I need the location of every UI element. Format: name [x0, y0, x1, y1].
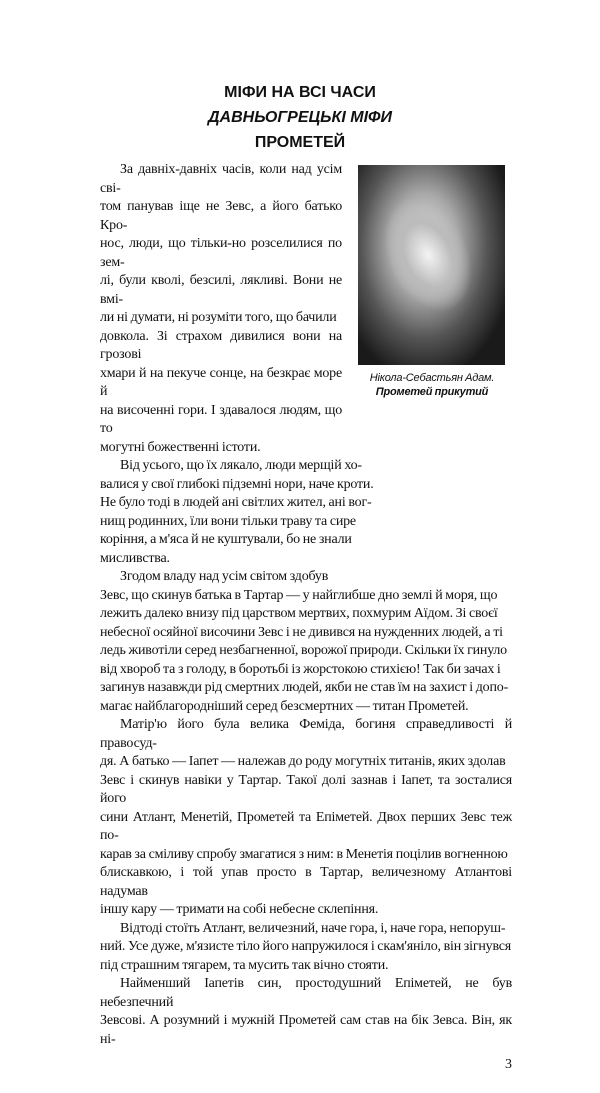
text-line: Зевсові. А розумний і мужній Прометей сам став на бік Зевса. Він, як ні- [100, 1013, 512, 1047]
text-line: За давніх-давніх часів, коли над усім сві- [100, 162, 342, 196]
text-line: від хвороб та з голоду, в боротьбі із жорстокою стихією! Так би зачах і [100, 661, 501, 677]
text-line: дя. А батько — Іапет — належав до роду могутніх титанів, яких здолав [100, 754, 506, 769]
text-line: хмари й на пекуче сонце, на безкрає море й [100, 365, 342, 399]
text-line: нищ родинних, їли вони тільки траву та сире [100, 513, 356, 529]
text-line: карав за сміливу спробу змагатися з ним: в Менетія поцілив вогненною [100, 846, 508, 862]
figure [352, 165, 512, 399]
headings [0, 0, 600, 155]
text-line: Зевс, що скинув батька в Тартар — у найглибше дно землі й моря, що [100, 587, 498, 603]
text-line: Від усього, що їх лякало, люди мерщій хо- [120, 458, 362, 473]
text-line: іншу кару — тримати на собі небесне склепіння. [100, 902, 379, 917]
text-line: магає найблагородніший серед безсмертних — титан Прометей. [100, 698, 469, 714]
text-line: ледь животіли серед незбагненної, ворожої природи. Скільки їх гинуло [100, 643, 507, 658]
text-line: том панував іще не Зевс, а його батько Кро- [100, 199, 342, 233]
text-line: коріння, а м'яса й не куштували, бо не знали [100, 532, 352, 547]
text-line: загинув назавжди рід смертних людей, якби не став їм на захист і допо- [100, 680, 509, 695]
figure-caption-title: Прометей прикутий [375, 386, 489, 398]
text-line: ли ні думати, ні розуміти того, що бачили [100, 310, 337, 325]
text-line: блискавкою, і той упав просто в Тартар, величезному Атлантові надумав [100, 865, 512, 899]
text-line: лежить далеко внизу під царством мертвих, похмурим Аїдом. Зі своєї [100, 606, 498, 621]
body-text [100, 161, 512, 1049]
text-line: під страшним тягарем, та мусить так вічно стояти. [100, 957, 389, 973]
text-column-wide [100, 587, 512, 1050]
text-line: лі, були кволі, безсилі, лякливі. Вони не вмі- [100, 273, 342, 307]
page-title: ПРОМЕТЕЙ [254, 134, 346, 151]
text-line: Відтоді стоїть Атлант, величезний, наче гора, і, наче гора, непоруш- [120, 920, 506, 936]
text-line: Матір'ю його була велика Феміда, богиня справедливості й правосуд- [100, 717, 512, 751]
text-line: Згодом владу над усім світом здобув [120, 569, 329, 584]
text-line: валися у свої глибокі підземні нори, наче кроти. [100, 476, 374, 492]
text-line: Не було тоді в людей ані світлих жител, ані вог- [100, 495, 372, 510]
text-line: Зевс і скинув навіки у Тартар. Такої долі зазнав і Іапет, та зосталися його [100, 772, 512, 806]
text-line: небесної осяйної височини Зевс і не дивився на нужденних людей, а ті [100, 624, 503, 640]
subsection-heading: ДАВНЬОГРЕЦЬКІ МІФИ [207, 109, 393, 126]
text-line: мисливства. [100, 550, 170, 566]
section-heading: МІФИ НА ВСІ ЧАСИ [224, 84, 376, 101]
text-line: Найменший Іапетів син, простодушний Епіметей, не був небезпечний [100, 976, 512, 1010]
text-line: ний. Усе дуже, м'язисте тіло його напружилося і скам'яніло, він зігнувся [100, 939, 512, 954]
text-line: сини Атлант, Менетій, Прометей та Епіметей. Двох перших Зевс теж по- [100, 809, 512, 843]
text-line: могутні божественні істоти. [100, 439, 261, 455]
figure-caption-author: Нікола-Себастьян Адам. [369, 372, 495, 384]
text-line: на височенні гори. І здавалося людям, що то [100, 402, 342, 436]
text-line: довкола. Зі страхом дивилися вони на грозові [100, 328, 342, 362]
page-number: 3 [505, 1057, 512, 1072]
text-line: нос, люди, що тільки-но розселилися по зем- [100, 236, 342, 270]
sculpture-photo [358, 165, 505, 365]
